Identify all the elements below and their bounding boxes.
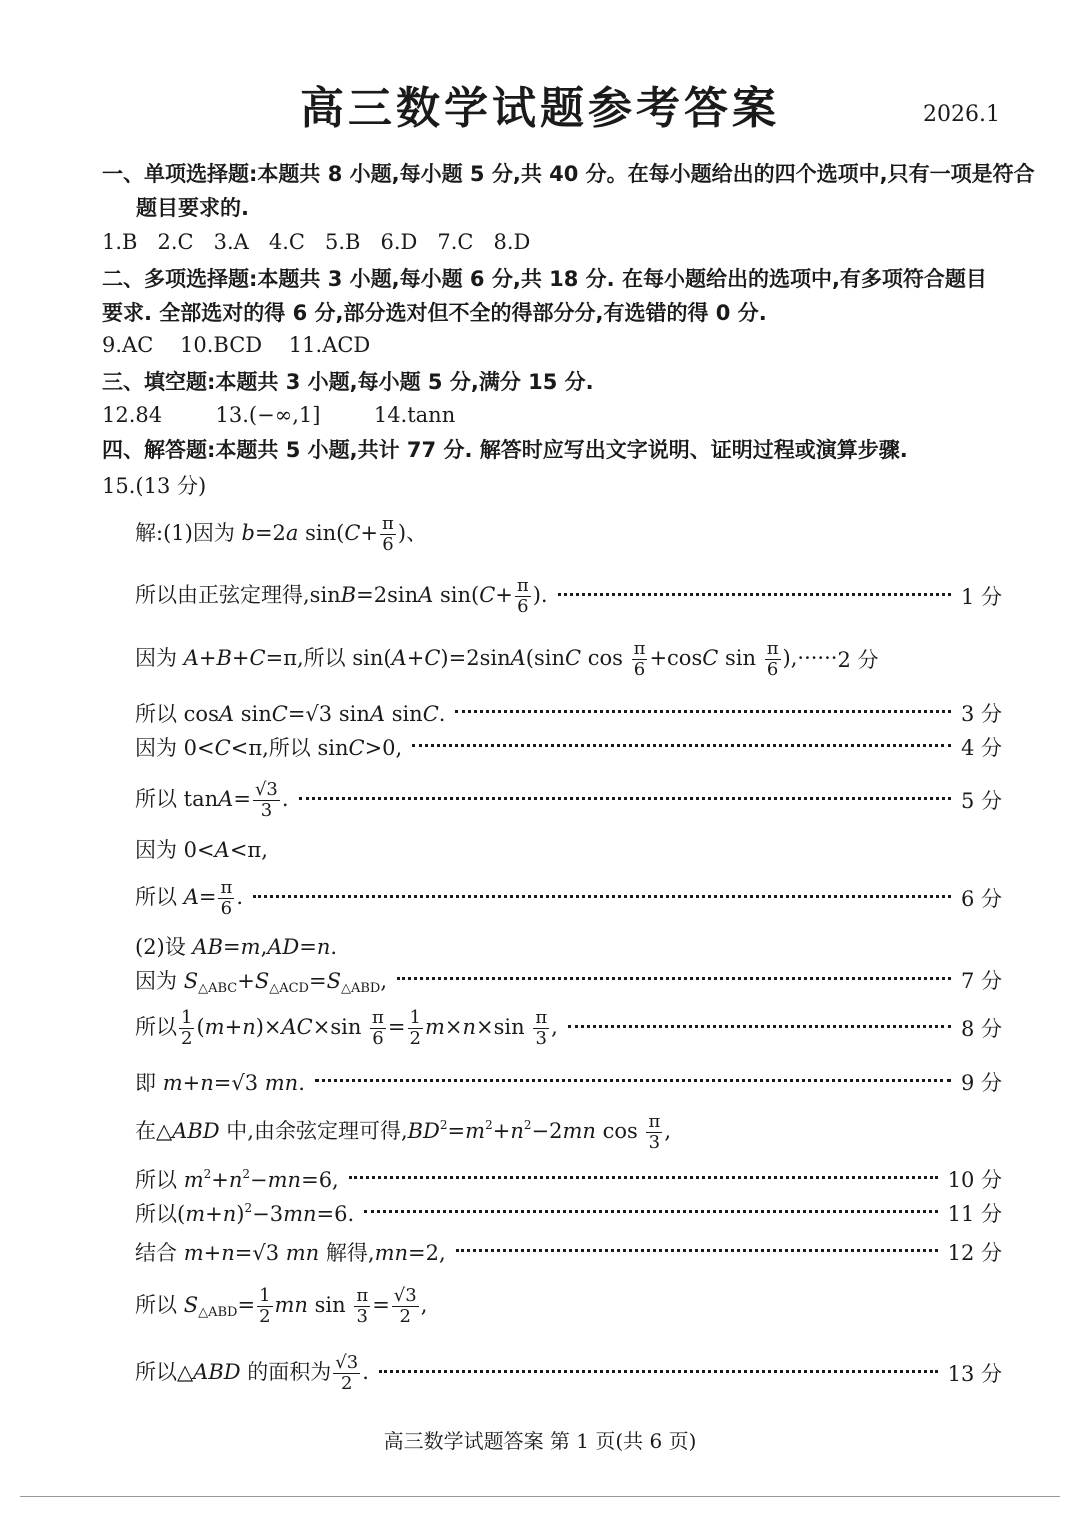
solution-step: 因为 0<A<π, [135, 838, 268, 862]
dot-leader [397, 977, 951, 980]
solution-step: 所以 cosA sinC=√3 sinA sinC. 3 分 [135, 698, 1002, 728]
dot-leader [379, 1370, 938, 1373]
step-score: 2 分 [837, 648, 879, 672]
solution-step: 所以 $\frac{1}{2}$ (m+n)×AC×sin $\frac{\pi}{6}$ = $\frac{1}{2}$ m×n×sin $\frac{\pi}{3}$ , 8 分 [135, 1006, 1002, 1049]
step-score: 6 分 [960, 887, 1002, 911]
solution-step: 在△ABD 中,由余弦定理可得$,BD^2=m^2+n^2-2mn$ cos $\frac{\pi}{3}$ , [135, 1110, 671, 1153]
solution-step: 所以 $S_{\triangle ABD}=$ $\frac{1}{2}$ mn sin $\frac{\pi}{3}$ = $\frac{√3}{2}$ , [135, 1284, 428, 1327]
step-score: 9 分 [960, 1071, 1002, 1095]
page-footer: 高三数学试题答案 第 1 页(共 6 页) [383, 1429, 697, 1453]
solution-step: 所以 tanA= $\frac{√3}{3}$ . 5 分 [135, 778, 1002, 821]
solution-step: (2)设 AB=m,AD=n. [135, 935, 338, 959]
step-score: 1 分 [960, 585, 1002, 609]
dot-leader [558, 593, 951, 596]
solution-step: 因为 $S_{\triangle ABC}+S_{\triangle ACD}=S_{\triangle ABD}$, 7 分 [135, 965, 1002, 995]
step-score: 10 分 [947, 1168, 1002, 1192]
section-2-heading: 二、多项选择题:本题共 3 小题,每小题 6 分,共 18 分. 在每小题给出的选项中,有多项符合题目要求. 全部选对的得 6 分,部分选对但不全的得部分分,有选错的得 0 分. [102, 267, 987, 325]
solution-step: 所以 A= $\frac{\pi}{6}$ . 6 分 [135, 876, 1002, 919]
solution-step: 解:(1)因为 b=2a sin(C+ $\frac{\pi}{6}$ )、 [135, 512, 428, 555]
solution-step: 所以由正弦定理得,sinB=2sinA sin(C+ $\frac{\pi}{6}$ ). 1 分 [135, 574, 1002, 617]
section-3-answers: 12.84 13.(−∞,1] 14.tann [102, 403, 456, 427]
step-score: 4 分 [960, 736, 1002, 760]
dot-leader [412, 744, 951, 747]
step-score: 12 分 [947, 1241, 1002, 1265]
dot-leader [253, 895, 951, 898]
solution-step: 即 m+n=√3 mn. 9 分 [135, 1067, 1002, 1097]
section-1-answers: 1.B 2.C 3.A 4.C 5.B 6.D 7.C 8.D [102, 230, 531, 254]
solution-step: 所以 $m^2+n^2-mn=6$, 10 分 [135, 1164, 1002, 1194]
dot-leader [349, 1176, 938, 1179]
step-score: 5 分 [960, 789, 1002, 813]
section-4-heading: 四、解答题:本题共 5 小题,共计 77 分. 解答时应写出文字说明、证明过程或演算步骤. [102, 438, 908, 462]
problem-15-label: 15.(13 分) [102, 474, 207, 498]
dot-leader [364, 1210, 937, 1213]
solution-step: 因为 0<C<π,所以 sinC>0, 4 分 [135, 732, 1002, 762]
step-score: 8 分 [960, 1017, 1002, 1041]
dot-leader [568, 1025, 951, 1028]
solution-step: 所以△ABD 的面积为 $\frac{√3}{2}$ . 13 分 [135, 1351, 1002, 1394]
step-score: 7 分 [960, 969, 1002, 993]
dot-leader [455, 710, 950, 713]
solution-step: 结合 m+n=√3 mn 解得,mn=2, 12 分 [135, 1237, 1002, 1267]
dot-leader [315, 1079, 951, 1082]
step-score: 13 分 [947, 1362, 1002, 1386]
dot-leader [299, 797, 951, 800]
step-score: 3 分 [960, 702, 1002, 726]
solution-step: 所以$(m+n)^2-3mn=6$. 11 分 [135, 1198, 1002, 1228]
section-2-answers: 9.AC 10.BCD 11.ACD [102, 333, 371, 357]
solution-step: 因为 A+B+C=π,所以 sin(A+C)=2sinA(sinC cos $\frac{\pi}{6}$ +cosC sin $\frac{\pi}{6}$ ),······ 2 分 [135, 637, 879, 680]
section-3-heading: 三、填空题:本题共 3 小题,每小题 5 分,满分 15 分. [102, 370, 594, 394]
dot-leader [456, 1249, 938, 1252]
section-1-heading: 一、单项选择题:本题共 8 小题,每小题 5 分,共 40 分。在每小题给出的四个选项中,只有一项是符合题目要求的. [102, 162, 1035, 220]
bottom-rule [20, 1496, 1060, 1497]
step-score: 11 分 [947, 1202, 1002, 1226]
page-title: 高三数学试题参考答案 [300, 83, 780, 134]
exam-date: 2026.1 [923, 102, 1000, 127]
